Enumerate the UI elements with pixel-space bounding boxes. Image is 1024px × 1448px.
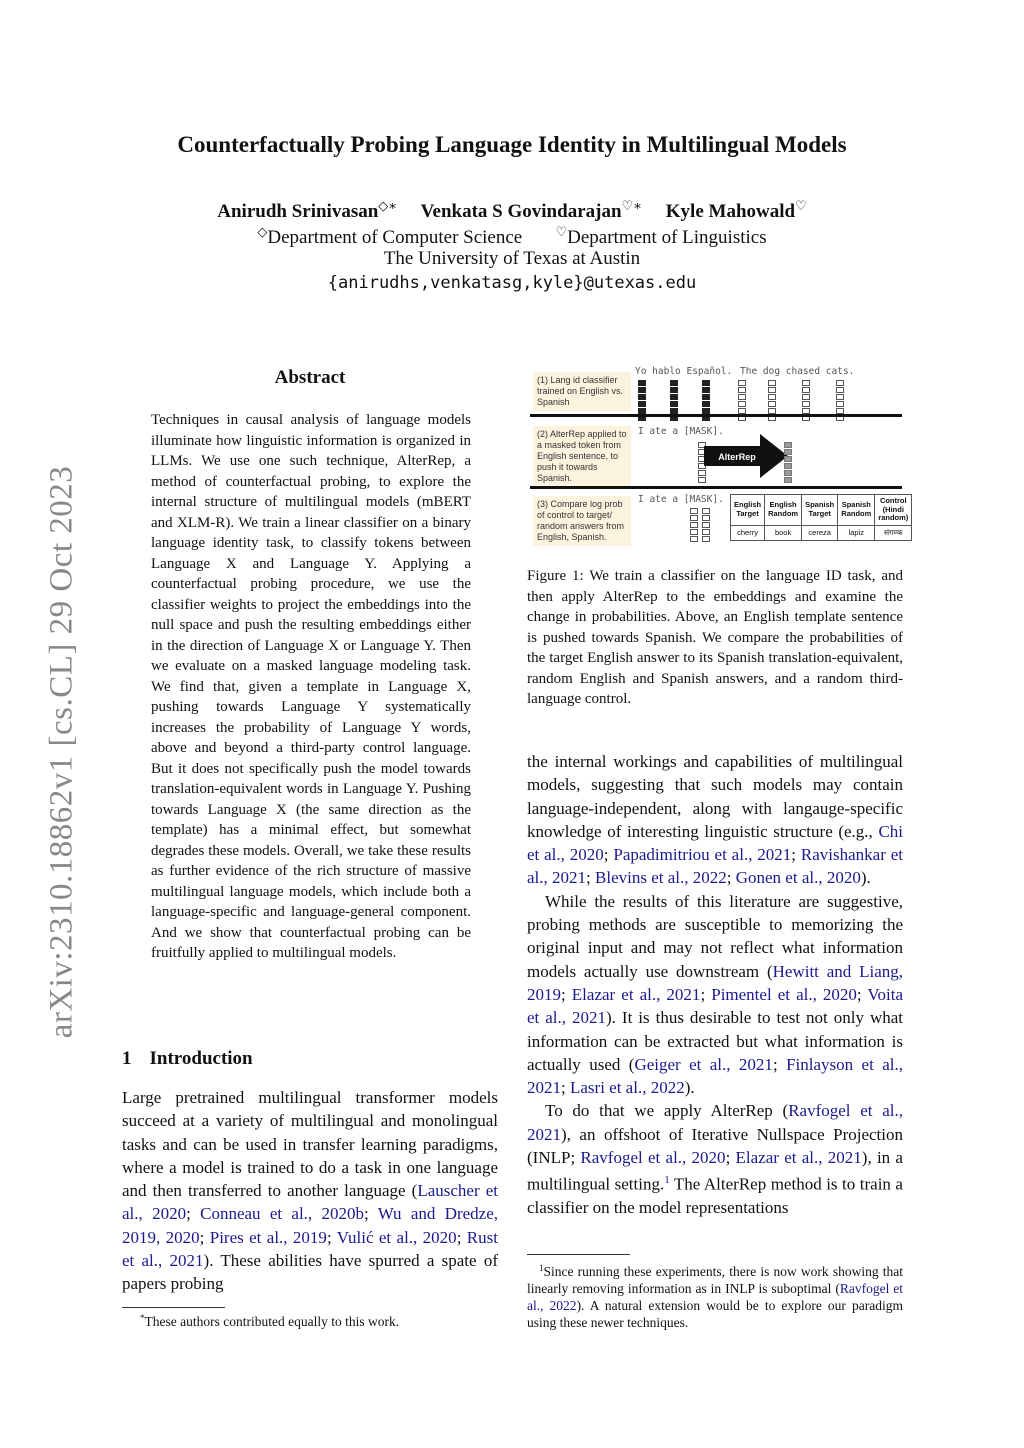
figure-masked-sentence-2: I ate a [MASK]. [638,494,724,505]
author-mark: ♡∗ [621,198,643,213]
table-header: English Target [731,495,765,526]
figure-step-1: (1) Lang id classifier trained on English vs. Spanish [533,372,631,411]
citation-link[interactable]: Blevins et al., 2022 [595,868,727,888]
alterrep-arrow-label: AlterRep [718,452,756,462]
table-cell: संगण्क [875,525,912,540]
citation-link[interactable]: Finlayson et al., 2021 [527,1054,903,1098]
citation-link[interactable]: Hewitt and Liang, 2019 [527,961,904,1004]
citation-link[interactable]: Lasri et al., 2022 [569,1078,685,1098]
citation-link[interactable]: Rust et al., 2021 [122,1227,498,1271]
table-cell: cereza [802,525,838,540]
embedding-vector [702,508,710,543]
figure-step-2: (2) AlterRep applied to a masked token from English sentence, to push it towards Spanish. [533,426,631,487]
author-list [0,198,1024,223]
footnote-ref[interactable]: 1 [664,1174,670,1187]
affiliations [0,224,1024,249]
table-header: Spanish Target [802,495,838,526]
author-name: Anirudh Srinivasan [217,201,379,222]
citation-link[interactable]: Elazar et al., 2021 [571,984,701,1004]
table-cell: book [765,525,802,540]
author-name: Kyle Mahowald [665,201,796,222]
paragraph: While the results of this literature are suggestive, probing methods are susceptible to memorizing the original input and may not reflect what information models actually use downstream (Hewitt and Liang, 2019; Elazar et al., 2021; Pimentel et al., 2020; Voita et al., 2021). It is thus desirable to test not only what information can be extracted but what information is actually used (Geiger et al., 2021; Finlayson et al., 2021; Lasri et al., 2022). [527,891,904,1098]
university: The University of Texas at Austin [383,248,641,269]
citation-link[interactable]: Geiger et al., 2021 [634,1054,773,1074]
citation-link[interactable]: Ravfogel et al., 2021 [527,1101,903,1144]
author-name: Venkata S Govindarajan [420,201,622,222]
citation-link[interactable]: Ravfogel et al., 2022 [527,1281,903,1313]
embedding-vector [784,442,792,484]
footnote-rule [527,1254,630,1255]
section-number: 1 [122,1048,132,1069]
intro-continued [527,750,903,1220]
table-header: English Random [765,495,802,526]
alterrep-arrow [704,434,788,478]
figure-masked-sentence: I ate a [MASK]. [638,426,724,437]
citation-link[interactable]: Ravishankar et al., 2021 [527,845,903,888]
figure-step-3: (3) Compare log prob of control to target/ random answers from English, Spanish. [533,496,631,546]
paragraph: To do that we apply AlterRep (Ravfogel et al., 2021), an offshoot of Iterative Nullspace Projection (INLP; Ravfogel et al., 2020; Elazar et al., 2021), in a multilingual setting.$^1$ The AlterRep method is to train a classifier on the model representations [527,1101,903,1218]
affil-mark: ♡ [555,224,568,239]
citation-link[interactable]: Wu and Dredze, 2019, 2020 [122,1204,499,1247]
citation-link[interactable]: Conneau et al., 2020b [200,1204,364,1224]
figure-divider [530,486,902,489]
citation-link[interactable]: Lauscher et al., 2020 [122,1181,498,1224]
figure-sentence-spanish: Yo hablo Español. [635,366,733,377]
table-cell: cherry [731,525,765,540]
citation-link[interactable]: Pires et al., 2019 [209,1227,327,1247]
footnote-1: *These authors contributed equally to this work. [140,1313,400,1329]
embedding-vector [690,508,698,543]
author-mark: ♡ [795,198,807,213]
citation-link[interactable]: Gonen et al., 2020 [735,868,861,888]
table-header: Spanish Random [838,495,875,526]
paragraph: the internal workings and capabilities of multilingual models, suggesting that such models may contain language-independent, along with langauge-specific knowledge of interesting linguistic structure (e.g., Chi et al., 2020; Papadimitriou et al., 2021; Ravishankar et al., 2021; Blevins et al., 2022; Gonen et al., 2020). [527,752,903,888]
author-mark: ◇∗ [378,198,398,213]
footnote-2: $^1$Since running these experiments, there is now work showing that linearly removing information as in INLP is suboptimal (Ravfogel et al., 2022). A natural extension would be to explore our paradigm using these newer techniques. [527,1263,903,1330]
table-cell: lapiz [838,525,875,540]
abstract-text: Techniques in causal analysis of language models illuminate how linguistic information is organized in LLMs. We use one such technique, AlterRep, a method of counterfactual probing, to explore the internal structure of multilingual models (mBERT and XLM-R). We train a linear classifier on a binary language identity task, to classify tokens between Language X and Language Y. Applying a counterfactual probing procedure, we use the classifier weights to project the embeddings into the null space and push the resulting embeddings either in the direction of Language X or Language Y. Then we evaluate on a masked language modeling task. We find that, given a template in Language X, pushing towards Language Y systematically increases the probability of Language Y words, above and beyond a third-party control language. But it does not specifically push the model towards translation-equivalent words in Language Y. Pushing towards Language X (the same direction as the template) has a minimal effect, but somewhat degrades these models. Overall, we take these results as further evidence of the rich structure of massive multilingual language models, which include both a language-specific and language-general component. And we show that counterfactual probing can be fruitfully applied to multilingual models. [151,412,471,961]
affil-name: Department of Computer Science [267,227,523,248]
figure-answer-table [730,494,912,541]
figure-1 [530,362,909,554]
arxiv-side-label: arXiv:2310.18862v1 [cs.CL] 29 Oct 2023 [43,465,80,1039]
citation-link[interactable]: Elazar et al., 2021 [735,1148,862,1168]
affil-mark: ◇ [257,224,268,239]
section-title: Introduction [149,1048,253,1069]
intro-paragraph: Large pretrained multilingual transformer models succeed at a variety of multilingual and monolingual tasks and can be used in transfer learning paradigms, where a model is trained to do a task in one language and then transferred to another language (Lauscher et al., 2020; Conneau et al., 2020b; Wu and Dredze, 2019, 2020; Pires et al., 2019; Vulić et al., 2020; Rust et al., 2021). These abilities have spurred a spate of papers probing [122,1088,499,1294]
citation-link[interactable]: Pimentel et al., 2020 [711,984,857,1004]
citation-link[interactable]: Vulić et al., 2020 [336,1227,457,1247]
footnote-rule [122,1307,225,1308]
citation-link[interactable]: Chi et al., 2020 [527,821,903,865]
abstract-heading: Abstract [274,367,346,388]
figure-sentence-english: The dog chased cats. [740,366,855,377]
citation-link[interactable]: Ravfogel et al., 2020 [580,1148,726,1168]
figure-caption: Figure 1: We train a classifier on the language ID task, and then apply AlterRep to the embeddings and examine the change in probabilities. Above, an English template sentence is pushed towards Spanish. We compare the probabilities of the target English answer to its Spanish translation-equivalent, random English and Spanish answers, and a random third-language control. [527,568,903,707]
section-heading [122,1048,253,1070]
table-header: Control (Hindi random) [875,495,912,526]
citation-link[interactable]: Voita et al., 2021 [527,984,903,1028]
citation-link[interactable]: Papadimitriou et al., 2021 [613,845,792,865]
author-email: {anirudhs,venkatasg,kyle}@utexas.edu [327,273,697,293]
affil-name: Department of Linguistics [567,227,767,248]
figure-divider [530,414,902,417]
paper-title: Counterfactually Probing Language Identity in Multilingual Models [177,132,847,157]
